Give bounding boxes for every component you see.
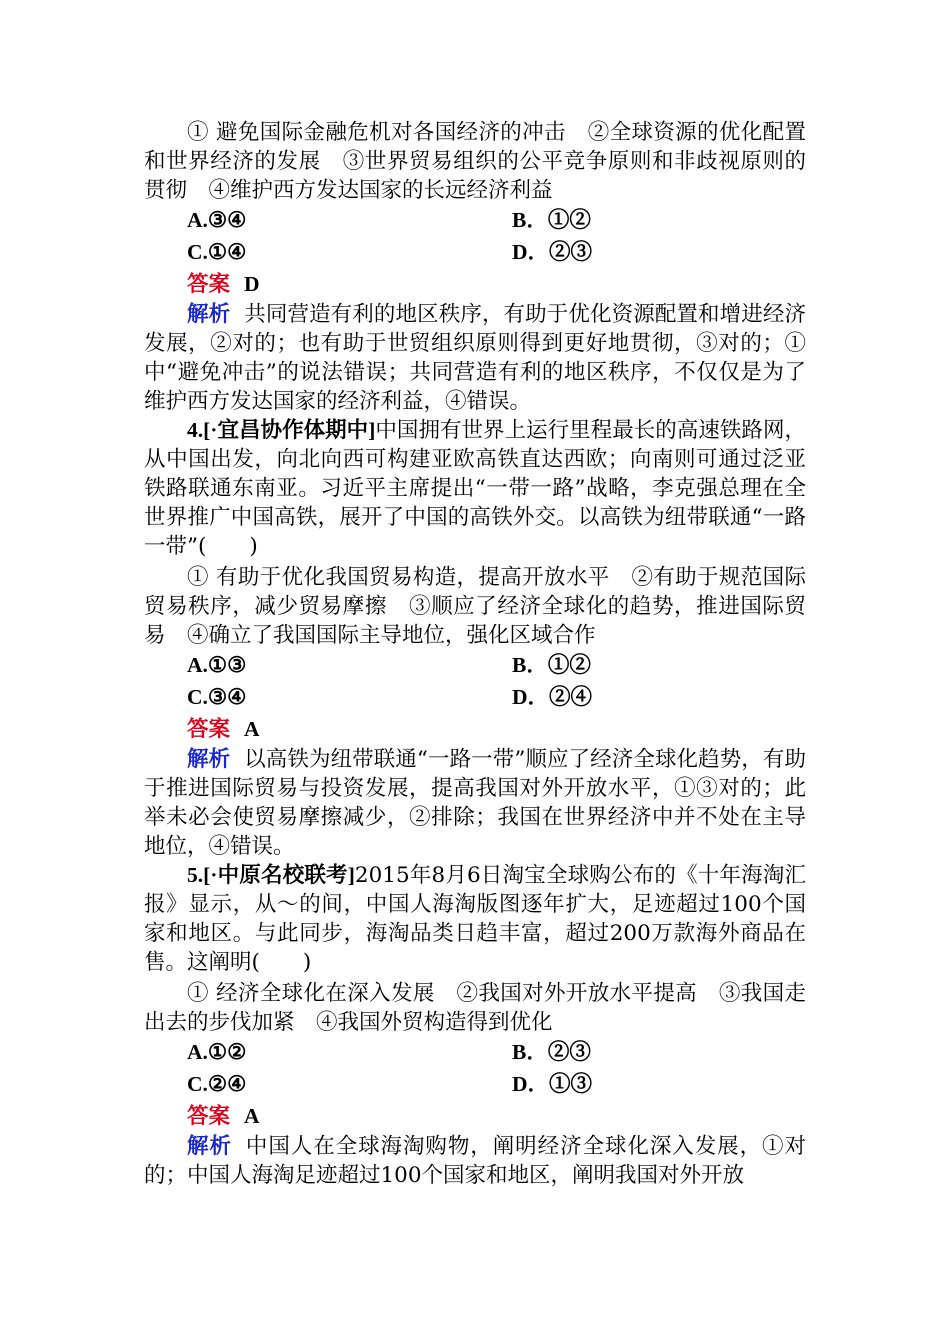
q3-answer-value: D bbox=[244, 272, 260, 296]
q4-option-b[interactable]: B．①② bbox=[512, 653, 591, 678]
q3-option-d[interactable]: D．②③ bbox=[512, 239, 593, 264]
q5-explanation bbox=[144, 1132, 806, 1190]
q3-answer bbox=[144, 268, 806, 300]
q3-options-row-1 bbox=[187, 205, 806, 237]
q4-explanation-text: 以高铁为纽带联通“一路一带”顺应了经济全球化趋势，有助于推进国际贸易与投资发展，提高我国对外开放水平，①③对的；此举未必会使贸易摩擦减少，②排除；我国在世界经济中并不处在主导地位，④错误。 bbox=[144, 747, 806, 859]
q5-answer-value: A bbox=[244, 1104, 260, 1128]
q5-options-row-2 bbox=[187, 1069, 806, 1101]
explanation-label: 解析 bbox=[187, 747, 231, 772]
q4-option-d[interactable]: D．②④ bbox=[512, 684, 593, 709]
answer-label: 答案 bbox=[187, 717, 231, 742]
explanation-label: 解析 bbox=[187, 302, 231, 327]
q3-explanation bbox=[144, 300, 806, 416]
document-content bbox=[144, 118, 806, 1190]
q5-stem bbox=[144, 861, 806, 977]
q5-choices: ① 经济全球化在深入发展 ②我国对外开放水平提高 ③我国走出去的步伐加紧 ④我国外贸构造得到优化 bbox=[144, 981, 806, 1035]
q5-option-c[interactable]: C.②④ bbox=[187, 1071, 247, 1096]
q4-stem bbox=[144, 416, 806, 561]
answer-label: 答案 bbox=[187, 272, 231, 297]
q5-options-row-1 bbox=[187, 1037, 806, 1069]
q4-option-c[interactable]: C.③④ bbox=[187, 684, 247, 709]
q4-options-row-1 bbox=[187, 650, 806, 682]
q5-header: 5.[·中原名校联考] bbox=[187, 863, 355, 887]
q3-option-a[interactable]: A.③④ bbox=[187, 208, 247, 233]
q4-options-row-2 bbox=[187, 682, 806, 714]
q5-option-d[interactable]: D．①③ bbox=[512, 1071, 593, 1096]
q3-option-b[interactable]: B．①② bbox=[512, 208, 591, 233]
q5-explanation-text: 中国人在全球海淘购物，阐明经济全球化深入发展，①对的；中国人海淘足迹超过100个国家和地区，阐明我国对外开放 bbox=[144, 1134, 806, 1188]
q5-option-a[interactable]: A.①② bbox=[187, 1040, 247, 1065]
q3-explanation-text: 共同营造有利的地区秩序，有助于优化资源配置和增进经济发展，②对的；也有助于世贸组织原则得到更好地贯彻，③对的；①中“避免冲击”的说法错误；共同营造有利的地区秩序，不仅仅是为了维护西方发达国家的经济利益，④错误。 bbox=[144, 302, 806, 414]
q5-answer bbox=[144, 1100, 806, 1132]
q3-options-row-2 bbox=[187, 237, 806, 269]
q4-answer bbox=[144, 713, 806, 745]
explanation-label: 解析 bbox=[187, 1134, 232, 1159]
answer-label: 答案 bbox=[187, 1104, 231, 1129]
q3-choices: ① 避免国际金融危机对各国经济的冲击 ②全球资源的优化配置和世界经济的发展 ③世界贸易组织的公平竞争原则和非歧视原则的贯彻 ④维护西方发达国家的长远经济利益 bbox=[144, 120, 806, 203]
q4-choices: ① 有助于优化我国贸易构造，提高开放水平 ②有助于规范国际贸易秩序，减少贸易摩擦 ③顺应了经济全球化的趋势，推进国际贸易 ④确立了我国国际主导地位，强化区域合作 bbox=[144, 565, 806, 648]
q4-option-a[interactable]: A.①③ bbox=[187, 653, 247, 678]
q4-header: 4.[·宜昌协作体期中] bbox=[187, 418, 376, 442]
q4-stem-text: 中国拥有世界上运行里程最长的高速铁路网，从中国出发，向北向西可构建亚欧高铁直达西欧；向南则可通过泛亚铁路联通东南亚。习近平主席提出“一带一路”战略，李克强总理在全世界推广中国高铁，展开了中国的高铁外交。以高铁为纽带联通“一路一带”( ) bbox=[144, 418, 806, 559]
q4-answer-value: A bbox=[244, 717, 260, 741]
q4-explanation bbox=[144, 745, 806, 861]
q5-stem-text: 2015年8月6日淘宝全球购公布的《十年海淘汇报》显示，从～的间，中国人海淘版图逐年扩大，足迹超过100个国家和地区。与此同步，海淘品类日趋丰富，超过200万款海外商品在售。这阐明( ) bbox=[144, 863, 807, 975]
q5-option-b[interactable]: B．②③ bbox=[512, 1040, 591, 1065]
q3-option-c[interactable]: C.①④ bbox=[187, 239, 247, 264]
